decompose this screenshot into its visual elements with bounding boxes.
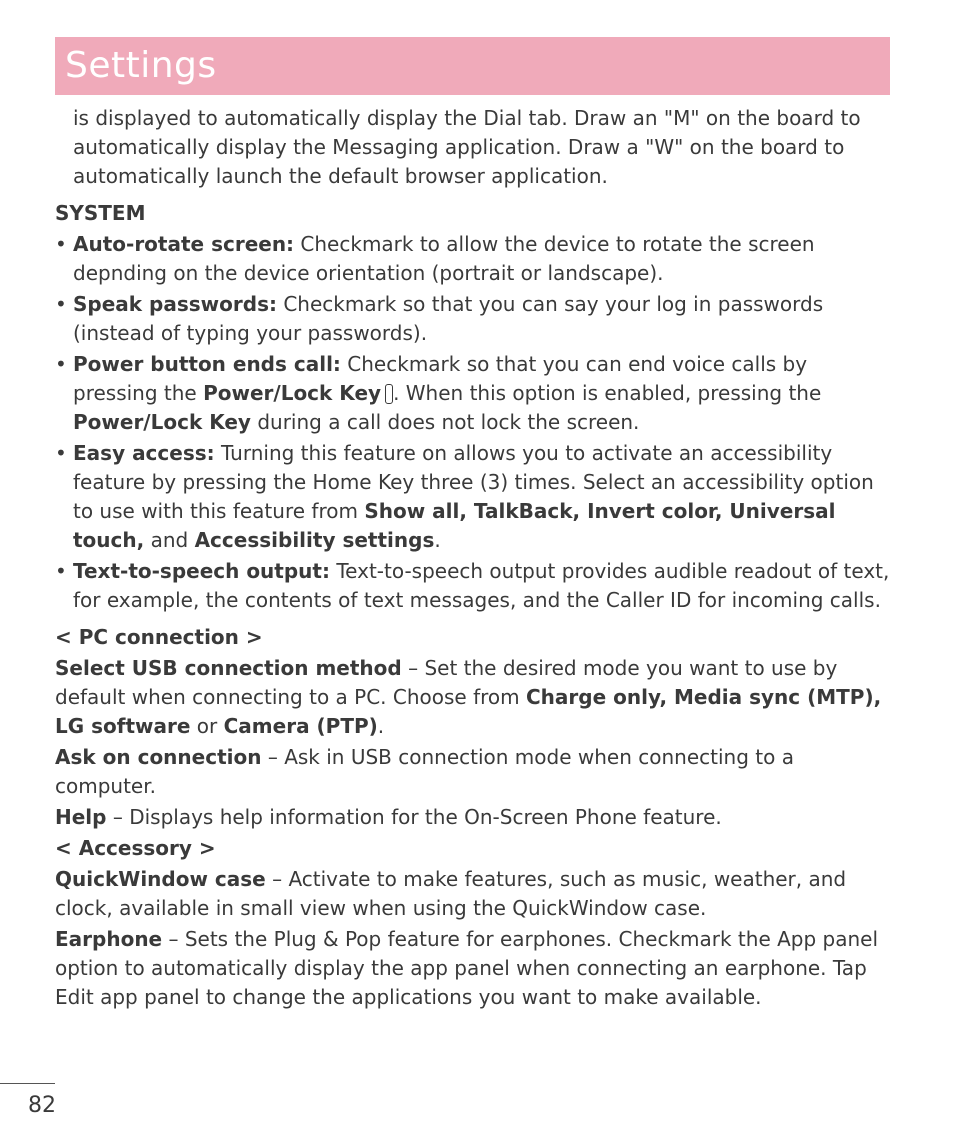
page-content	[55, 104, 893, 1014]
easy-access-text-1: Turning this feature on allows you to activate an accessibility feature by pressing the Home Key three (3) times. Select an accessibility option to use with this feature from	[73, 441, 874, 523]
camera-ptp-label: Camera (PTP)	[223, 714, 378, 738]
usb-method-text-3: .	[377, 714, 385, 738]
ask-connection-text: – Ask in USB connection mode when connecting to a computer.	[55, 745, 794, 798]
list-item	[55, 290, 893, 348]
usb-method-text-2: or	[190, 714, 224, 738]
system-heading: SYSTEM	[55, 201, 146, 225]
list-item	[55, 439, 893, 555]
power-button-text-1: Checkmark so that you can end voice calls by pressing the	[73, 352, 808, 405]
pc-connection-heading: < PC connection >	[55, 625, 263, 649]
footer-divider	[0, 1083, 55, 1084]
help-text: – Displays help information for the On-Screen Phone feature.	[106, 805, 722, 829]
tts-text: Text-to-speech output provides audible readout of text, for example, the contents of text messages, and the Caller ID for incoming calls.	[73, 559, 890, 612]
power-lock-key-icon	[385, 384, 393, 404]
list-item	[55, 557, 893, 615]
accessory-heading: < Accessory >	[55, 836, 216, 860]
quickwindow-term: QuickWindow case	[55, 867, 266, 891]
list-item	[55, 230, 893, 288]
usb-method-term: Select USB connection method	[55, 656, 402, 680]
earphone-paragraph	[55, 925, 893, 1012]
power-lock-key-label: Power/Lock Key	[203, 381, 382, 405]
page-title: Settings	[65, 45, 217, 86]
easy-access-text-2: and	[144, 528, 195, 552]
system-list	[55, 230, 893, 615]
power-button-text-2: . When this option is enabled, pressing the	[393, 381, 822, 405]
power-lock-key-label-2: Power/Lock Key	[73, 410, 251, 434]
usb-method-paragraph	[55, 654, 893, 741]
ask-connection-paragraph	[55, 743, 893, 801]
accessibility-settings-label: Accessibility settings	[194, 528, 435, 552]
earphone-text: – Sets the Plug & Pop feature for earphones. Checkmark the App panel option to automatically display the app panel when connecting an earphone. Tap Edit app panel to change the applications you want to make available.	[55, 927, 879, 1009]
list-item	[55, 350, 893, 437]
easy-access-text-3: .	[434, 528, 441, 552]
easy-access-term: Easy access:	[73, 441, 215, 465]
easy-access-options: Show all, TalkBack, Invert color, Universal touch,	[73, 499, 836, 552]
help-paragraph	[55, 803, 893, 832]
speak-passwords-term: Speak passwords:	[73, 292, 277, 316]
tts-term: Text-to-speech output:	[73, 559, 330, 583]
quickwindow-text: – Activate to make features, such as music, weather, and clock, available in small view when using the QuickWindow case.	[55, 867, 847, 920]
auto-rotate-term: Auto-rotate screen:	[73, 232, 295, 256]
page-number: 82	[28, 1093, 56, 1118]
speak-passwords-text: Checkmark so that you can say your log in passwords (instead of typing your passwords).	[73, 292, 824, 345]
power-button-text-3: during a call does not lock the screen.	[250, 410, 640, 434]
quickwindow-paragraph	[55, 865, 893, 923]
earphone-term: Earphone	[55, 927, 163, 951]
usb-method-text-1: – Set the desired mode you want to use by default when connecting to a PC. Choose from	[55, 656, 838, 709]
auto-rotate-text: Checkmark to allow the device to rotate the screen depnding on the device orientation (portrait or landscape).	[73, 232, 815, 285]
ask-connection-term: Ask on connection	[55, 745, 262, 769]
help-term: Help	[55, 805, 107, 829]
section-banner	[55, 37, 890, 95]
intro-paragraph: is displayed to automatically display the Dial tab. Draw an "M" on the board to automatically display the Messaging application. Draw a "W" on the board to automatically launch the default browser application.	[73, 106, 861, 188]
power-button-term: Power button ends call:	[73, 352, 341, 376]
usb-mode-options: Charge only, Media sync (MTP), LG software	[55, 685, 882, 738]
